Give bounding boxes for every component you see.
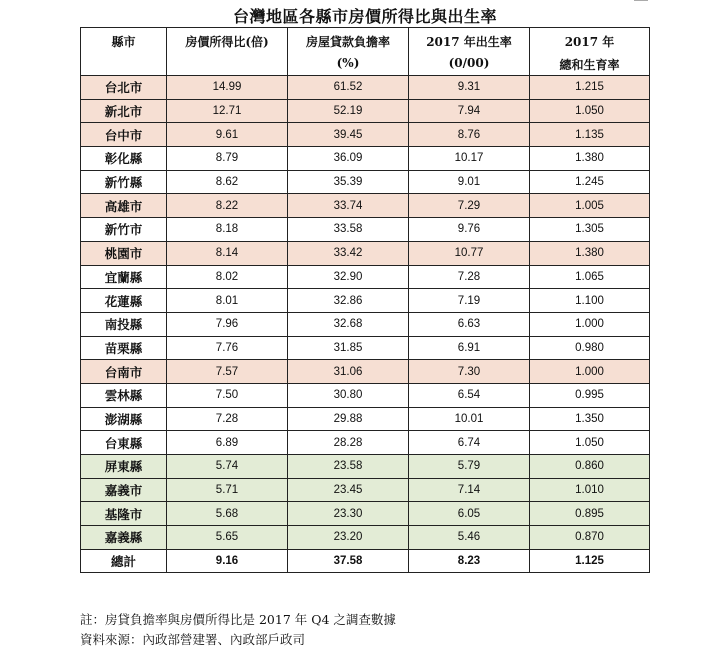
cell-birth: 9.31 bbox=[409, 76, 530, 100]
header-tfr-label2: 總和生育率 bbox=[559, 58, 620, 72]
cell-county: 花蓮縣 bbox=[81, 289, 167, 313]
total-tfr: 1.125 bbox=[530, 549, 650, 573]
cell-ratio: 7.57 bbox=[167, 360, 288, 384]
cell-ratio: 8.22 bbox=[167, 194, 288, 218]
cell-ratio: 8.62 bbox=[167, 170, 288, 194]
header-fertility-rate bbox=[530, 28, 650, 76]
cell-county: 彰化縣 bbox=[81, 147, 167, 171]
cell-burden: 39.45 bbox=[288, 123, 409, 147]
cell-county: 苗栗縣 bbox=[81, 336, 167, 360]
cell-ratio: 5.68 bbox=[167, 502, 288, 526]
cell-tfr: 1.100 bbox=[530, 289, 650, 313]
cell-tfr: 1.215 bbox=[530, 76, 650, 100]
table-row bbox=[81, 241, 650, 265]
note-source: 資料來源：內政部營建署、內政部戶政司 bbox=[80, 632, 306, 647]
cell-county: 嘉義縣 bbox=[81, 526, 167, 550]
header-birth-unit: (0/00) bbox=[448, 56, 490, 70]
cell-burden: 23.30 bbox=[288, 502, 409, 526]
cell-tfr: 1.010 bbox=[530, 478, 650, 502]
cell-county: 台中市 bbox=[81, 123, 167, 147]
header-birth-label: 2017 年出生率 bbox=[426, 35, 512, 49]
cell-birth: 9.01 bbox=[409, 170, 530, 194]
table-row bbox=[81, 265, 650, 289]
cell-tfr: 0.860 bbox=[530, 455, 650, 479]
cell-burden: 31.06 bbox=[288, 360, 409, 384]
table-row bbox=[81, 99, 650, 123]
cell-tfr: 0.995 bbox=[530, 383, 650, 407]
cell-birth: 7.30 bbox=[409, 360, 530, 384]
cell-birth: 8.76 bbox=[409, 123, 530, 147]
cell-tfr: 0.980 bbox=[530, 336, 650, 360]
cell-burden: 32.68 bbox=[288, 312, 409, 336]
header-county-label: 縣市 bbox=[111, 35, 136, 49]
cell-birth: 7.14 bbox=[409, 478, 530, 502]
cell-burden: 52.19 bbox=[288, 99, 409, 123]
cell-county: 嘉義市 bbox=[81, 478, 167, 502]
cell-ratio: 9.61 bbox=[167, 123, 288, 147]
cell-birth: 7.19 bbox=[409, 289, 530, 313]
cell-ratio: 7.76 bbox=[167, 336, 288, 360]
cell-birth: 6.54 bbox=[409, 383, 530, 407]
cell-ratio: 8.01 bbox=[167, 289, 288, 313]
table-body bbox=[81, 76, 650, 573]
cell-burden: 31.85 bbox=[288, 336, 409, 360]
cell-tfr: 1.005 bbox=[530, 194, 650, 218]
cell-ratio: 6.89 bbox=[167, 431, 288, 455]
cell-burden: 23.45 bbox=[288, 478, 409, 502]
cell-burden: 33.58 bbox=[288, 218, 409, 242]
cell-ratio: 7.96 bbox=[167, 312, 288, 336]
table-header bbox=[81, 28, 650, 76]
table-row bbox=[81, 502, 650, 526]
table-row bbox=[81, 218, 650, 242]
table-row bbox=[81, 431, 650, 455]
footnotes bbox=[80, 610, 396, 650]
table-title: 台灣地區各縣市房價所得比與出生率 bbox=[232, 7, 497, 26]
cell-tfr: 1.000 bbox=[530, 312, 650, 336]
cell-tfr: 1.135 bbox=[530, 123, 650, 147]
total-birth: 8.23 bbox=[409, 549, 530, 573]
cell-ratio: 8.02 bbox=[167, 265, 288, 289]
cell-county: 南投縣 bbox=[81, 312, 167, 336]
table-row bbox=[81, 407, 650, 431]
cell-tfr: 1.065 bbox=[530, 265, 650, 289]
cell-birth: 10.01 bbox=[409, 407, 530, 431]
cell-ratio: 5.74 bbox=[167, 455, 288, 479]
cell-ratio: 8.18 bbox=[167, 218, 288, 242]
cell-tfr: 1.350 bbox=[530, 407, 650, 431]
table-row bbox=[81, 76, 650, 100]
table-row bbox=[81, 170, 650, 194]
table-row bbox=[81, 455, 650, 479]
cell-birth: 6.74 bbox=[409, 431, 530, 455]
cell-tfr: 0.870 bbox=[530, 526, 650, 550]
cell-birth: 9.76 bbox=[409, 218, 530, 242]
table-row bbox=[81, 478, 650, 502]
cell-county: 新北市 bbox=[81, 99, 167, 123]
cell-ratio: 7.50 bbox=[167, 383, 288, 407]
cell-burden: 61.52 bbox=[288, 76, 409, 100]
cell-birth: 6.91 bbox=[409, 336, 530, 360]
cell-ratio: 12.71 bbox=[167, 99, 288, 123]
cell-burden: 32.86 bbox=[288, 289, 409, 313]
header-mortgage-burden bbox=[288, 28, 409, 76]
cell-birth: 10.77 bbox=[409, 241, 530, 265]
cell-burden: 28.28 bbox=[288, 431, 409, 455]
cell-tfr: 1.380 bbox=[530, 147, 650, 171]
header-birth-rate bbox=[409, 28, 530, 76]
cell-birth: 7.94 bbox=[409, 99, 530, 123]
table-row bbox=[81, 289, 650, 313]
table-row bbox=[81, 383, 650, 407]
cell-burden: 30.80 bbox=[288, 383, 409, 407]
table-row bbox=[81, 336, 650, 360]
cell-birth: 7.28 bbox=[409, 265, 530, 289]
table-row bbox=[81, 360, 650, 384]
cell-birth: 5.79 bbox=[409, 455, 530, 479]
cell-county: 台南市 bbox=[81, 360, 167, 384]
table-row bbox=[81, 147, 650, 171]
table-row bbox=[81, 526, 650, 550]
cell-tfr: 1.050 bbox=[530, 431, 650, 455]
cell-county: 台北市 bbox=[81, 76, 167, 100]
cell-county: 雲林縣 bbox=[81, 383, 167, 407]
cell-county: 新竹市 bbox=[81, 218, 167, 242]
table-row bbox=[81, 123, 650, 147]
cell-burden: 23.58 bbox=[288, 455, 409, 479]
cell-tfr: 1.050 bbox=[530, 99, 650, 123]
housing-birthrate-table bbox=[80, 27, 650, 573]
cell-county: 高雄市 bbox=[81, 194, 167, 218]
header-price-income-ratio bbox=[167, 28, 288, 76]
cell-burden: 35.39 bbox=[288, 170, 409, 194]
cell-birth: 7.29 bbox=[409, 194, 530, 218]
total-burden: 37.58 bbox=[288, 549, 409, 573]
cell-county: 基隆市 bbox=[81, 502, 167, 526]
cell-birth: 6.63 bbox=[409, 312, 530, 336]
header-county bbox=[81, 28, 167, 76]
cell-burden: 36.09 bbox=[288, 147, 409, 171]
cell-birth: 5.46 bbox=[409, 526, 530, 550]
cell-burden: 32.90 bbox=[288, 265, 409, 289]
table-row bbox=[81, 312, 650, 336]
cell-birth: 10.17 bbox=[409, 147, 530, 171]
cell-ratio: 8.79 bbox=[167, 147, 288, 171]
cell-ratio: 5.65 bbox=[167, 526, 288, 550]
cell-county: 屏東縣 bbox=[81, 455, 167, 479]
total-row bbox=[81, 549, 650, 573]
cell-burden: 33.42 bbox=[288, 241, 409, 265]
cell-ratio: 7.28 bbox=[167, 407, 288, 431]
header-ratio-label: 房價所得比(倍) bbox=[185, 35, 269, 49]
cell-county: 新竹縣 bbox=[81, 170, 167, 194]
cell-birth: 6.05 bbox=[409, 502, 530, 526]
header-row bbox=[81, 28, 650, 76]
cell-county: 桃園市 bbox=[81, 241, 167, 265]
cell-county: 澎湖縣 bbox=[81, 407, 167, 431]
cell-county: 宜蘭縣 bbox=[81, 265, 167, 289]
cell-burden: 33.74 bbox=[288, 194, 409, 218]
header-burden-unit: (%) bbox=[336, 56, 360, 70]
table-row bbox=[81, 194, 650, 218]
cell-tfr: 1.000 bbox=[530, 360, 650, 384]
header-burden-label: 房屋貸款負擔率 bbox=[305, 35, 390, 49]
cell-county: 台東縣 bbox=[81, 431, 167, 455]
cell-ratio: 8.14 bbox=[167, 241, 288, 265]
note-survey: 註：房貸負擔率與房價所得比是 2017 年 Q4 之調查數據 bbox=[80, 612, 396, 627]
cell-burden: 23.20 bbox=[288, 526, 409, 550]
total-label: 總計 bbox=[81, 549, 167, 573]
total-ratio: 9.16 bbox=[167, 549, 288, 573]
cell-ratio: 5.71 bbox=[167, 478, 288, 502]
cell-tfr: 1.380 bbox=[530, 241, 650, 265]
cell-tfr: 1.245 bbox=[530, 170, 650, 194]
cell-ratio: 14.99 bbox=[167, 76, 288, 100]
cell-tfr: 0.895 bbox=[530, 502, 650, 526]
header-tfr-label: 2017 年 bbox=[564, 35, 615, 49]
cell-burden: 29.88 bbox=[288, 407, 409, 431]
cell-tfr: 1.305 bbox=[530, 218, 650, 242]
